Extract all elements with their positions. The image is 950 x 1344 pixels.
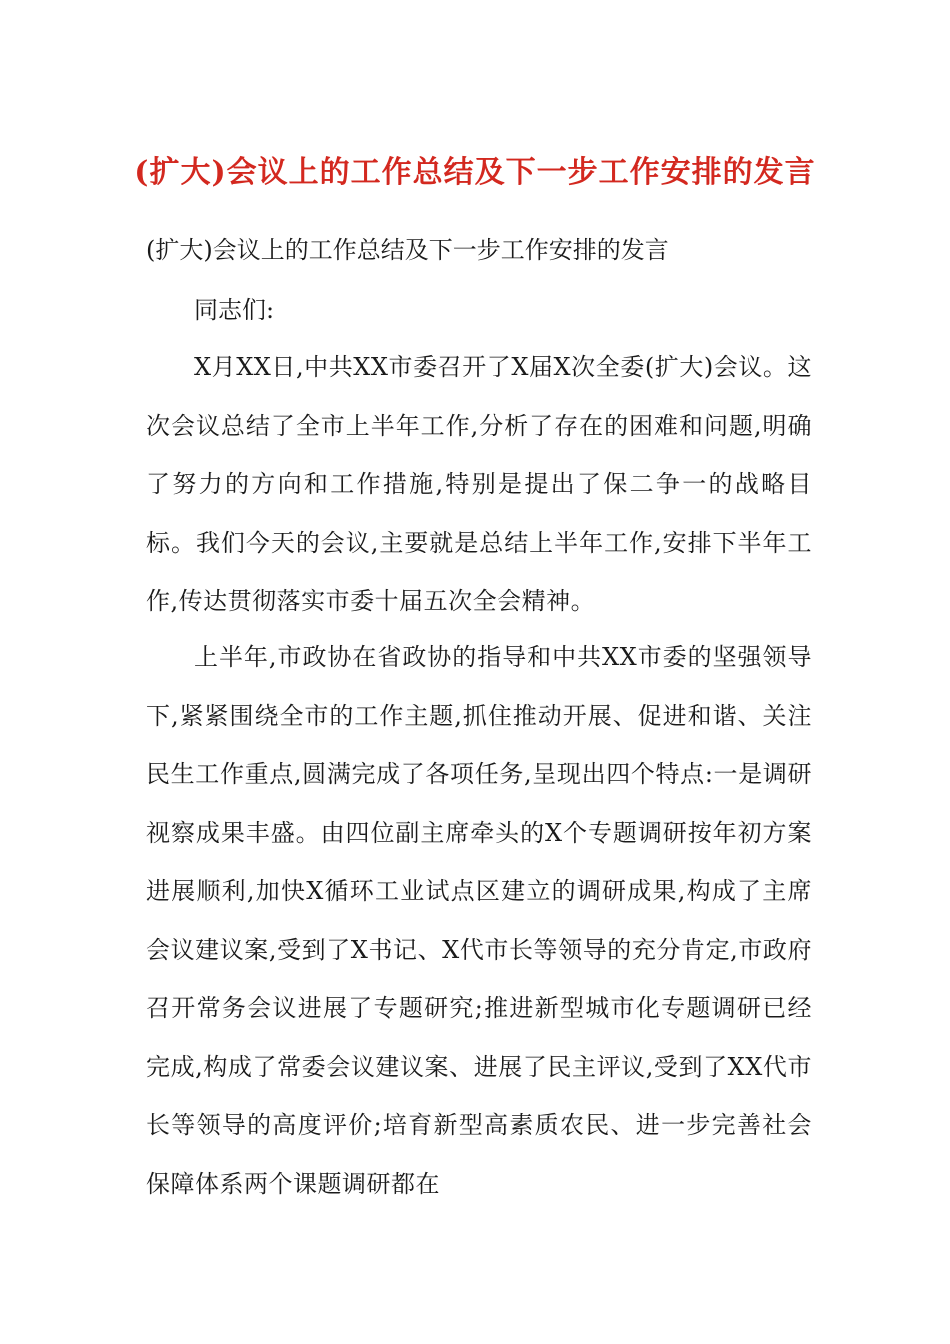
paragraph: X月XX日,中共XX市委召开了X届X次全委(扩大)会议。这次会议总结了全市上半年工作,分析了存在的困难和问题,明确了努力的方向和工作措施,特别是提出了保二争一的战略目标。我们今天的会议,主要就是总结上半年工作,安排下半年工作,传达贯彻落实市委十届五次全会精神。 <box>146 353 812 615</box>
document-subtitle: (扩大)会议上的工作总结及下一步工作安排的发言 <box>146 236 669 264</box>
salutation: 同志们: <box>194 296 275 324</box>
paragraph: 上半年,市政协在省政协的指导和中共XX市委的坚强领导下,紧紧围绕全市的工作主题,抓住推动开展、促进和谐、关注民生工作重点,圆满完成了各项任务,呈现出四个特点:一是调研视察成果丰盛。由四位副主席牵头的X个专题调研按年初方案进展顺利,加快X循环工业试点区建立的调研成果,构成了主席会议建议案,受到了X书记、X代市长等领导的充分肯定,市政府召开常务会议进展了专题研究;推进新型城市化专题调研已经完成,构成了常委会议建议案、进展了民主评议,受到了XX代市长等领导的高度评价;培育新型高素质农民、进一步完善社会保障体系两个课题调研都在 <box>146 643 812 1198</box>
document-title: (扩大)会议上的工作总结及下一步工作安排的发言 <box>134 155 816 190</box>
